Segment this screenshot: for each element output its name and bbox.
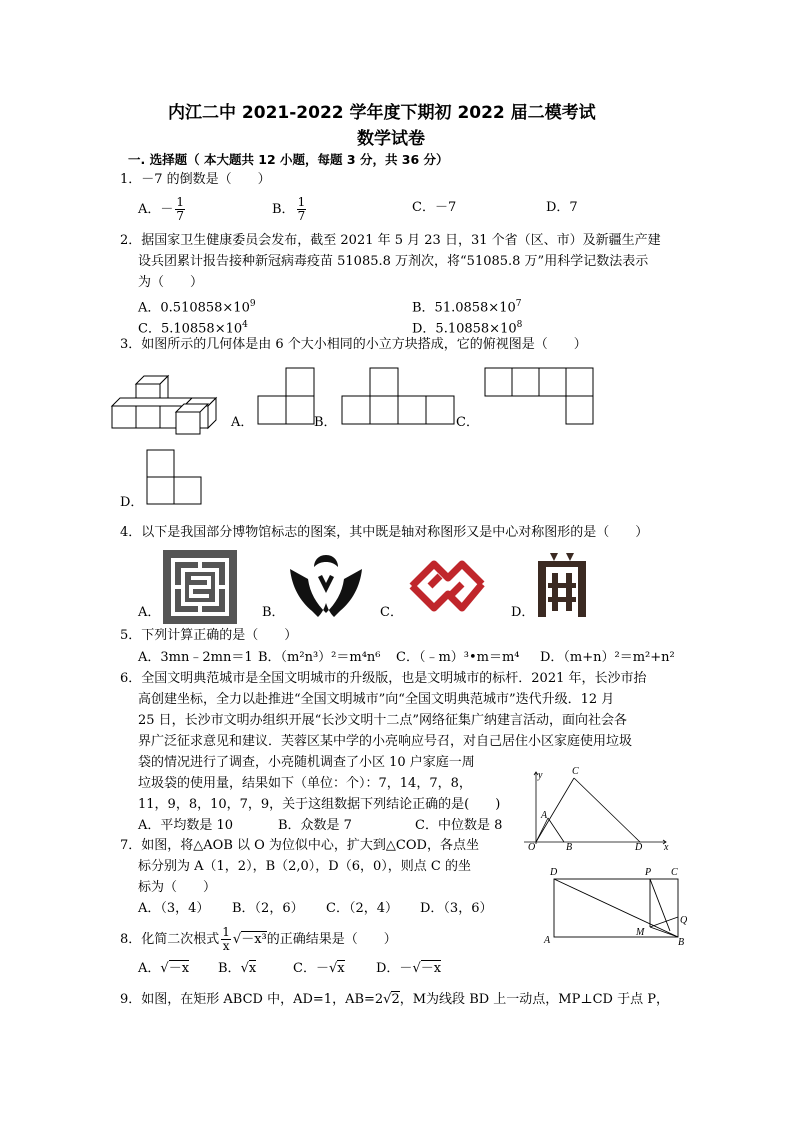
- q7-coordinate-figure: [520, 766, 670, 853]
- q1-option-b: B． $\frac{1}{7}$: [272, 195, 306, 223]
- q6-option-c: C．中位数是 8: [415, 818, 503, 833]
- q2-option-a: A．$0.510858\times 10^9$: [138, 299, 256, 316]
- museum-logo-a: [163, 550, 237, 624]
- q7-line2: 标分别为 A（1，2），B（2,0），D（6，0），则点 C 的坐: [138, 859, 471, 874]
- q6-option-a: A．平均数是 10: [138, 818, 234, 833]
- q4-stem: 4．以下是我国部分博物馆标志的图案，其中既是轴对称图形又是中心对称图形的是（ ）: [120, 525, 649, 540]
- axis-x-label: x: [664, 842, 669, 853]
- q6-line1: 6．全国文明典范城市是全国文明城市的升级版，也是文明城市的标杆．2021 年，长沙市抬: [120, 671, 647, 686]
- q5-option-d: D．（m+n）²＝m²+n²: [540, 650, 675, 665]
- point-b-label: B: [566, 842, 573, 853]
- q3-option-a: A．: [231, 415, 254, 430]
- page-subtitle: 数学试卷: [357, 129, 425, 149]
- q8-option-c: C．－√x: [293, 961, 345, 976]
- page-title: 内江二中 2021-2022 学年度下期初 2022 届二模考试: [168, 103, 596, 123]
- rect-m-label: M: [636, 927, 645, 938]
- q7-line3: 标为（ ）: [138, 880, 217, 895]
- q1-option-c: C．－7: [412, 200, 457, 215]
- q4-option-d: D．: [511, 605, 535, 620]
- q7-option-d: D．（3，6）: [420, 901, 493, 916]
- q2-line3: 为（ ）: [138, 275, 204, 290]
- rect-c-label: C: [671, 867, 678, 878]
- q4-option-a: A．: [138, 605, 161, 620]
- q6-line5: 袋的情况进行了调查，小亮随机调查了小区 10 户家庭一周: [138, 755, 475, 770]
- q3-solid-figure: [112, 372, 222, 437]
- q2-option-d: D．$5.10858\times 10^8$: [412, 320, 523, 337]
- rect-b-label: B: [678, 937, 685, 948]
- q3-option-c: C．: [456, 415, 479, 430]
- rect-q-label: Q: [680, 915, 688, 926]
- q5-option-c: C．（﹣m）³•m＝m⁴: [396, 650, 520, 665]
- rect-d-label: D: [550, 867, 558, 878]
- q9-rectangle-figure: [540, 865, 690, 947]
- museum-logo-d: [536, 553, 588, 619]
- section-heading: 一. 选择题（ 本大题共 12 小题，每题 3 分，共 36 分）: [128, 152, 449, 167]
- q6-line4: 界广泛征求意见和建议．芙蓉区某中学的小亮响应号召，对自己居住小区家庭使用垃圾: [138, 734, 633, 749]
- q6-option-b: B．众数是 7: [278, 818, 352, 833]
- museum-logo-c: [404, 550, 490, 620]
- q3-stem: 3．如图所示的几何体是由 6 个大小相同的小立方块搭成，它的俯视图是（ ）: [120, 337, 587, 352]
- point-d-label: D: [635, 842, 643, 853]
- q2-line2: 设兵团累计报告接种新冠病毒疫苗 51085.8 万剂次，将“51085.8 万”用科学记数法表示: [138, 254, 649, 269]
- q8-option-b: B．√x: [218, 961, 257, 976]
- q5-option-b: B．（m²n³）²＝m⁴n⁶: [258, 650, 381, 665]
- q7-option-b: B．（2，6）: [232, 901, 304, 916]
- q7-option-c: C．（2，4）: [326, 901, 398, 916]
- q3-option-a-figure: [258, 368, 314, 424]
- q6-line3: 25 日，长沙市文明办组织开展“长沙文明十二点”网络征集广纳建言活动，面向社会各: [138, 713, 627, 728]
- q2-line1: 2．据国家卫生健康委员会发布，截至 2021 年 5 月 23 日，31 个省（区、市）及新疆生产建: [120, 233, 661, 248]
- q2-option-c: C．$5.10858\times 10^4$: [138, 320, 248, 337]
- q4-option-b: B．: [262, 605, 285, 620]
- q2-option-b: B．$51.0858\times 10^7$: [412, 299, 522, 316]
- q3-option-b-figure: [342, 368, 454, 424]
- q1-stem: 1．－7 的倒数是（ ）: [120, 172, 271, 187]
- q3-option-d-figure: [147, 450, 201, 504]
- point-c-label: C: [572, 766, 579, 777]
- q3-option-c-figure: [485, 368, 593, 424]
- q1-option-a: A．－ $\frac{1}{7}$: [138, 195, 185, 223]
- axis-y-label: y: [538, 770, 543, 781]
- q5-stem: 5．下列计算正确的是（ ）: [120, 628, 298, 643]
- q8-option-d: D．－√－x: [376, 961, 442, 976]
- rect-p-label: P: [645, 867, 652, 878]
- q4-option-c: C．: [380, 605, 403, 620]
- q7-option-a: A．（3，4）: [138, 901, 210, 916]
- q6-line7: 11，9，8，10，7，9，关于这组数据下列结论正确的是( ): [138, 797, 501, 812]
- q3-option-b: B．: [314, 415, 337, 430]
- point-o-label: O: [528, 842, 536, 853]
- q8-stem: 8．化简二次根式 $\frac{1}{x}$ √－x³的正确结果是（ ）: [120, 925, 397, 953]
- q6-line6: 垃圾袋的使用量，结果如下（单位：个）：7，14，7，8，: [138, 776, 472, 791]
- q3-option-d: D．: [120, 495, 144, 510]
- q8-option-a: A．√－x: [138, 961, 190, 976]
- q6-line2: 高创建坐标，全力以赴推进“全国文明城市”向“全国文明典范城市”迭代升级．12 月: [138, 692, 615, 707]
- q5-option-a: A．3mn﹣2mn＝1: [138, 650, 253, 665]
- q1-option-d: D．7: [546, 200, 578, 215]
- q9-line1: 9．如图，在矩形 ABCD 中，AD=1，AB=2√2，M为线段 BD 上一动点，MP⊥CD 于点 P，: [120, 992, 669, 1007]
- museum-logo-b: [288, 553, 364, 619]
- q7-line1: 7．如图，将△AOB 以 O 为位似中心，扩大到△COD，各点坐: [120, 838, 479, 853]
- point-a-label: A: [541, 810, 548, 821]
- rect-a-label: A: [544, 935, 551, 946]
